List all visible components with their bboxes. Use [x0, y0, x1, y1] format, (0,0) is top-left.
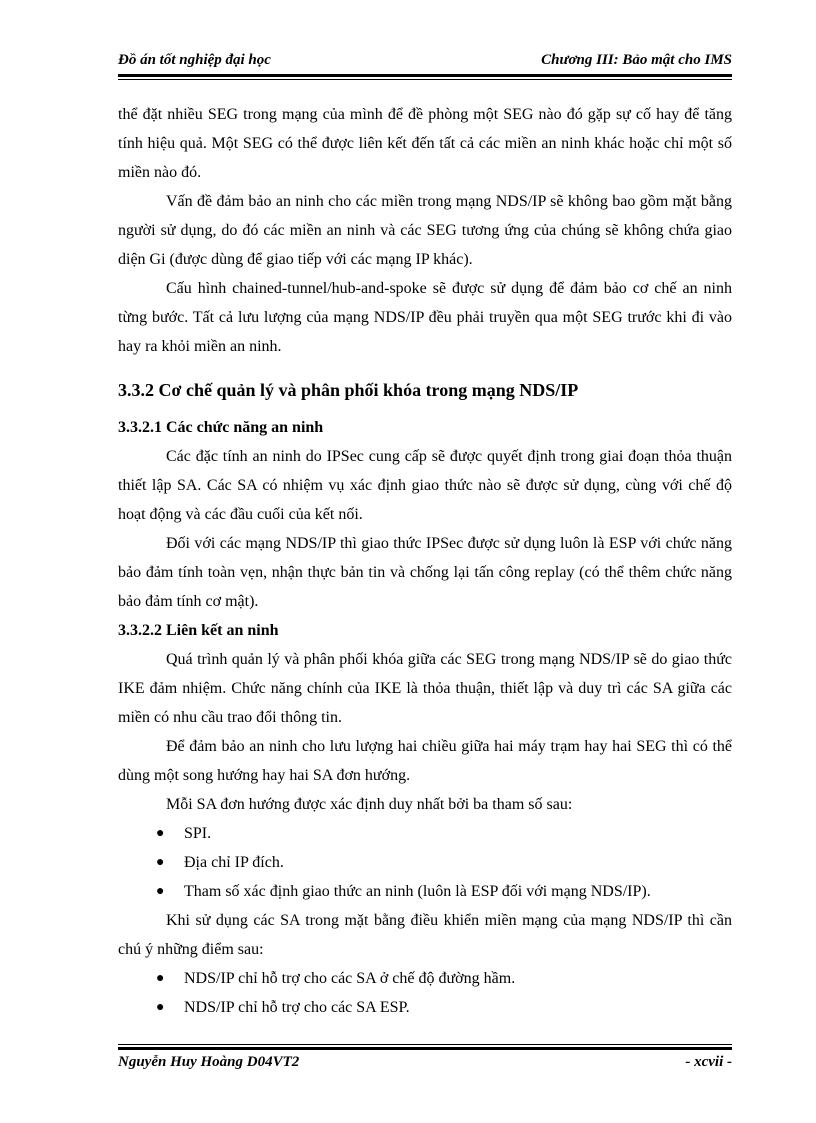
list-item: [118, 848, 732, 877]
paragraph: Các đặc tính an ninh do IPSec cung cấp sẽ được quyết định trong giai đoạn thỏa thuận thiết lập SA. Các SA có nhiệm vụ xác định giao thức nào sẽ được sử dụng, cùng với chế độ hoạt động và các đầu cuối của kết nối.: [118, 448, 732, 523]
header-chapter-title: Chương III: Bảo mật cho IMS: [541, 52, 732, 68]
subsection-heading-3-3-2-1: 3.3.2.1 Các chức năng an ninh: [118, 419, 324, 436]
footer-author: Nguyễn Huy Hoàng D04VT2: [118, 1054, 300, 1070]
bullet-icon: ●: [156, 971, 165, 986]
list-item-text: NDS/IP chỉ hỗ trợ cho các SA ở chế độ đường hầm.: [184, 970, 516, 987]
list-item: [118, 877, 732, 906]
page-body: [118, 100, 732, 1022]
subsection-heading-3-3-2-2: 3.3.2.2 Liên kết an ninh: [118, 622, 279, 639]
header-document-title: Đồ án tốt nghiệp đại học: [118, 52, 271, 68]
sa-parameter-list: [118, 819, 732, 906]
list-item: [118, 964, 732, 993]
list-item-text: SPI.: [184, 825, 212, 842]
paragraph: thể đặt nhiều SEG trong mạng của mình để đề phòng một SEG nào đó gặp sự cố hay để tăng tính hiệu quả. Một SEG có thể được liên kết đến tất cả các miền an ninh khác hoặc chỉ một số miền nào đó.: [118, 106, 732, 181]
bullet-icon: ●: [156, 1000, 165, 1015]
list-item: [118, 819, 732, 848]
list-item-text: Địa chỉ IP đích.: [184, 854, 284, 871]
paragraph: Đối với các mạng NDS/IP thì giao thức IPSec được sử dụng luôn là ESP với chức năng bảo đảm tính toàn vẹn, nhận thực bản tin và chống lại tấn công replay (có thể thêm chức năng bảo đảm tính cơ mật).: [118, 535, 732, 610]
header-rule: [118, 74, 732, 80]
bullet-icon: ●: [156, 826, 165, 841]
paragraph: Để đảm bảo an ninh cho lưu lượng hai chiều giữa hai máy trạm hay hai SEG thì có thể dùng một song hướng hay hai SA đơn hướng.: [118, 738, 732, 784]
page-footer: [118, 1054, 732, 1074]
paragraph: Cấu hình chained-tunnel/hub-and-spoke sẽ được sử dụng để đảm bảo cơ chế an ninh từng bước. Tất cả lưu lượng của mạng NDS/IP đều phải truyền qua một SEG trước khi đi vào hay ra khỏi miền an ninh.: [118, 280, 732, 355]
paragraph: Vấn đề đảm bảo an ninh cho các miền trong mạng NDS/IP sẽ không bao gồm mặt bằng người sử dụng, do đó các miền an ninh và các SEG tương ứng của chúng sẽ không chứa giao diện Gi (được dùng để giao tiếp với các mạng IP khác).: [118, 193, 732, 268]
page-header: [118, 52, 732, 72]
bullet-icon: ●: [156, 884, 165, 899]
page-number: - xcvii -: [685, 1054, 732, 1070]
list-item-text: Tham số xác định giao thức an ninh (luôn là ESP đối với mạng NDS/IP).: [184, 883, 651, 900]
sa-notes-list: [118, 964, 732, 1022]
paragraph: Mỗi SA đơn hướng được xác định duy nhất bởi ba tham số sau:: [166, 796, 573, 813]
paragraph: Quá trình quản lý và phân phối khóa giữa các SEG trong mạng NDS/IP sẽ do giao thức IKE đảm nhiệm. Chức năng chính của IKE là thỏa thuận, thiết lập và duy trì các SA giữa các miền có nhu cầu trao đổi thông tin.: [118, 651, 732, 726]
bullet-icon: ●: [156, 855, 165, 870]
section-heading-3-3-2: 3.3.2 Cơ chế quản lý và phân phối khóa trong mạng NDS/IP: [118, 380, 579, 400]
paragraph: Khi sử dụng các SA trong mặt bằng điều khiển miền mạng của mạng NDS/IP thì cần chú ý những điểm sau:: [118, 912, 732, 958]
list-item: [118, 993, 732, 1022]
list-item-text: NDS/IP chỉ hỗ trợ cho các SA ESP.: [184, 999, 410, 1016]
footer-rule: [118, 1044, 732, 1050]
